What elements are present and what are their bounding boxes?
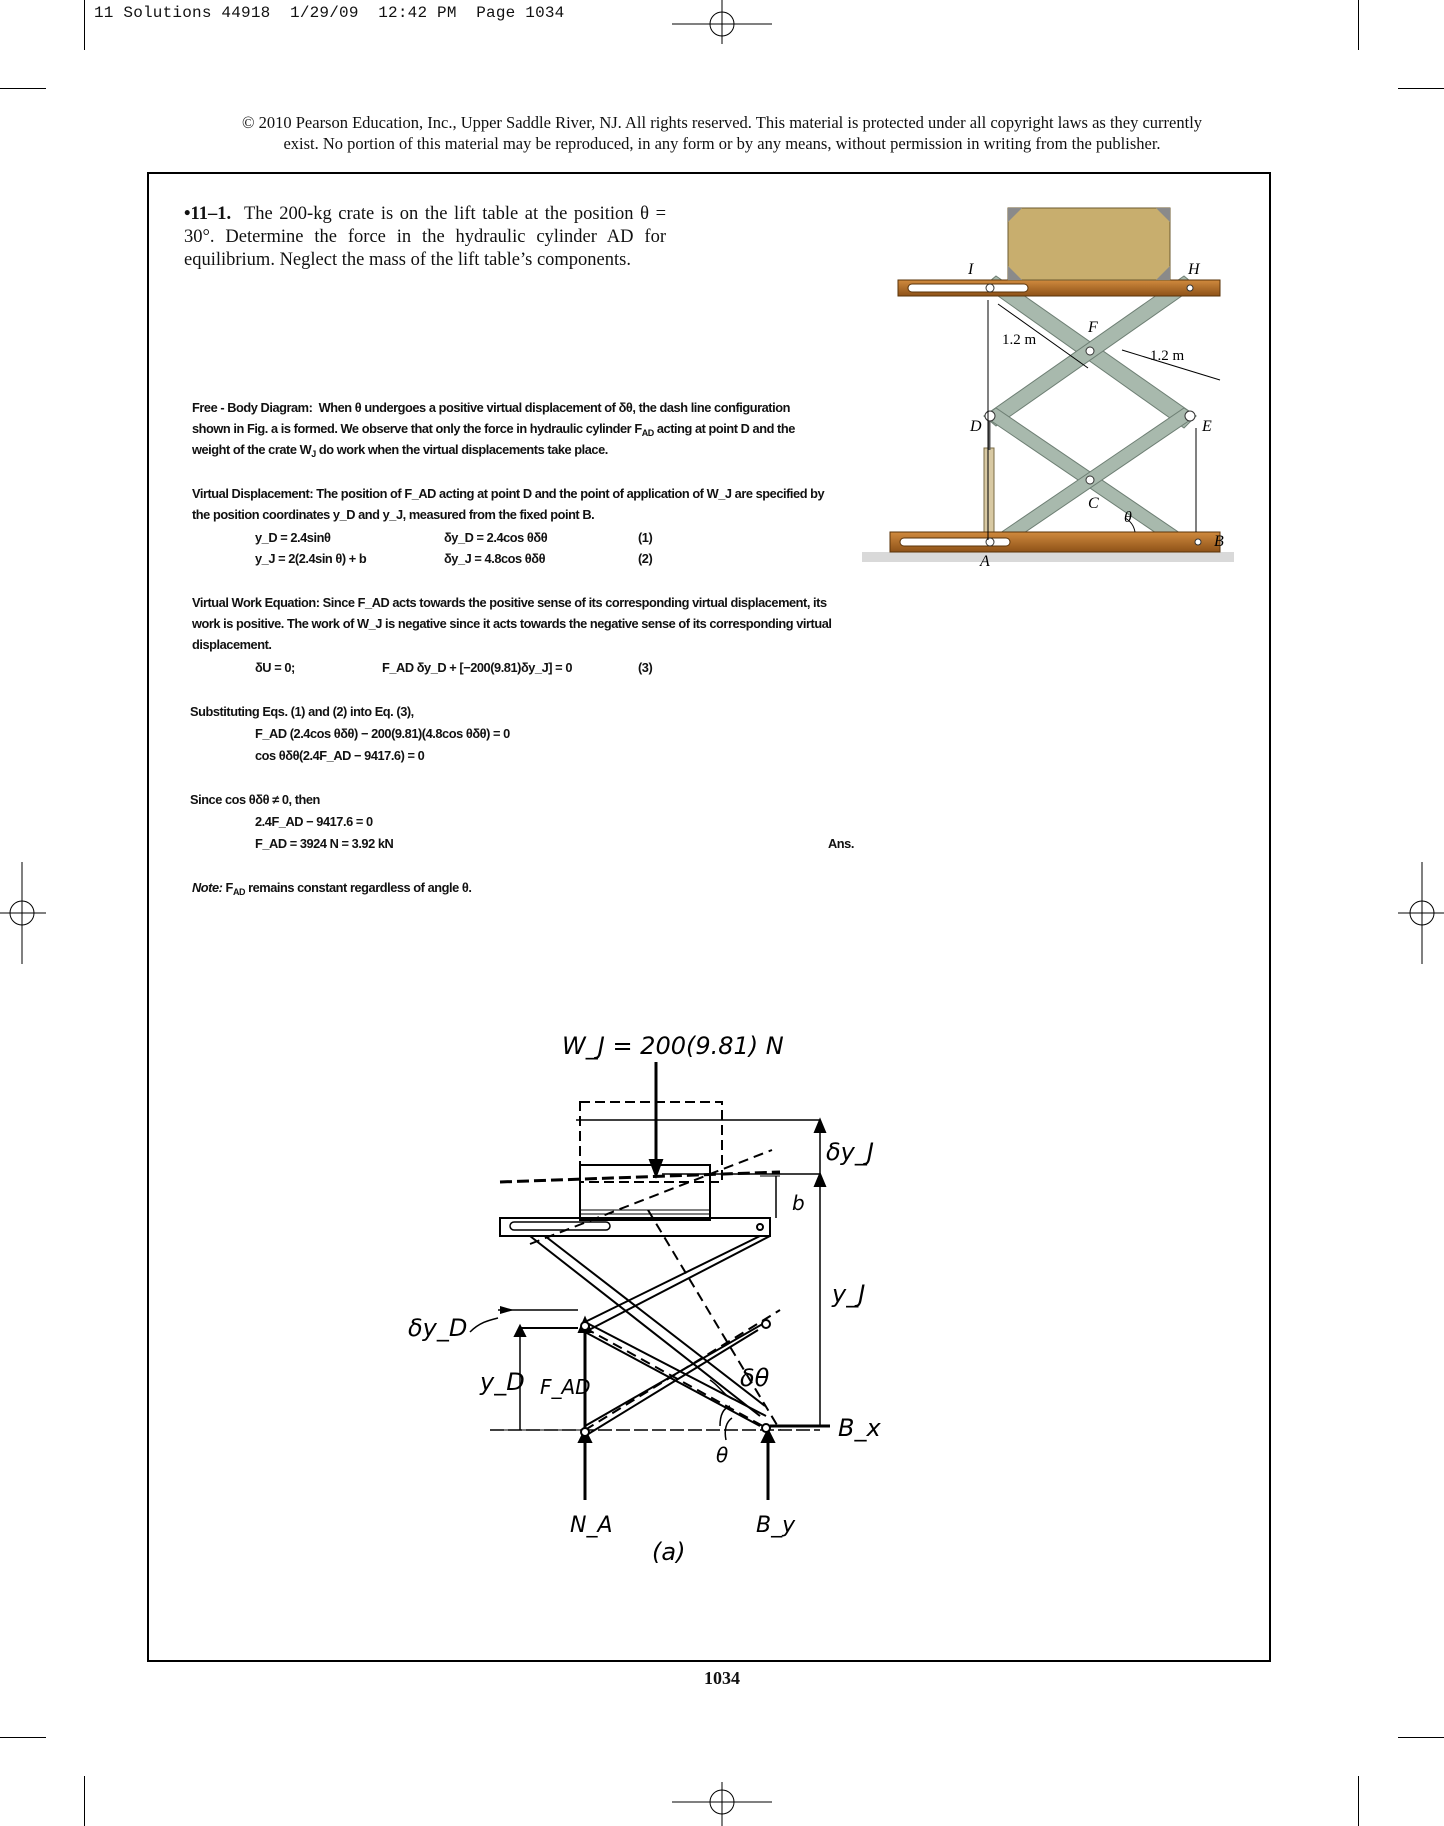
vw-line3: displacement. bbox=[192, 637, 272, 652]
yJ-label: y_J bbox=[832, 1280, 866, 1308]
top-slot bbox=[908, 284, 1028, 292]
fbd-line3 bbox=[192, 439, 608, 466]
fbd-text: When θ undergoes a positive virtual displacement of δθ, the dash line configuration bbox=[318, 400, 790, 415]
pin-I bbox=[986, 284, 994, 292]
vw-eq-left: δU = 0; bbox=[255, 660, 295, 675]
pin-E bbox=[1185, 411, 1195, 421]
crate bbox=[1008, 208, 1170, 280]
pin-B bbox=[1195, 539, 1201, 545]
label-A: A bbox=[980, 553, 990, 570]
weight-label: W_J = 200(9.81) N bbox=[562, 1032, 784, 1060]
fbd-text: shown in Fig. a is formed. We observe that only the force in hydraulic cylinder F bbox=[192, 421, 642, 436]
vd-eq1-left: y_D = 2.4sinθ bbox=[255, 530, 331, 545]
note-label: Note: bbox=[192, 880, 223, 895]
problem-number: •11–1. bbox=[184, 204, 232, 224]
label-D: D bbox=[970, 418, 982, 435]
problem-statement bbox=[184, 203, 666, 272]
since-eq2: F_AD = 3924 N = 3.92 kN bbox=[255, 836, 394, 851]
pin-D bbox=[985, 411, 995, 421]
fbd-sub: J bbox=[311, 449, 316, 459]
dim-right: 1.2 m bbox=[1150, 348, 1185, 364]
theta-label: θ bbox=[716, 1443, 729, 1467]
copyright-notice bbox=[140, 112, 1304, 154]
vd-eq1-tag: (1) bbox=[638, 530, 653, 545]
vw-eq-right: F_AD δy_D + [−200(9.81)δy_J] = 0 bbox=[382, 660, 572, 675]
print-slug: 11 Solutions 44918 1/29/09 12:42 PM Page 1034 bbox=[94, 4, 565, 22]
By-label: B_y bbox=[756, 1513, 796, 1538]
vw-eq-tag: (3) bbox=[638, 660, 653, 675]
figure-caption: (a) bbox=[652, 1538, 686, 1566]
fbd-text: do work when the virtual displacements take place. bbox=[315, 442, 608, 457]
FAD-label: F_AD bbox=[540, 1375, 591, 1399]
page-number: 1034 bbox=[704, 1668, 740, 1688]
figure-a-fbd bbox=[380, 1010, 940, 1580]
note-text: F bbox=[222, 880, 233, 895]
fbd-line1 bbox=[192, 397, 790, 419]
note-text: remains constant regardless of angle θ. bbox=[244, 880, 472, 895]
subst-eq1: F_AD (2.4cos θδθ) − 200(9.81)(4.8cos θδθ) = 0 bbox=[255, 726, 510, 741]
copyright-line: exist. No portion of this material may be reproduced, in any form or by any means, without permission in writing from the publisher. bbox=[283, 134, 1161, 153]
since-line: Since cos θδθ ≠ 0, then bbox=[190, 792, 320, 807]
vd-heading: Virtual Displacement: bbox=[192, 486, 314, 501]
b-label: b bbox=[792, 1191, 805, 1215]
vd-eq2-tag: (2) bbox=[638, 551, 653, 566]
fbd-text: weight of the crate W bbox=[192, 442, 312, 457]
vd-text: The position of F_AD acting at point D and the point of application of W_J are specified by bbox=[316, 486, 825, 501]
copyright-line: © 2010 Pearson Education, Inc., Upper Saddle River, NJ. All rights reserved. This material is protected under all copyright laws as they currently bbox=[241, 113, 1203, 132]
vw-line2: work is positive. The work of W_J is negative since it acts towards the negative sense of its corresponding virtual bbox=[192, 616, 832, 631]
pin-F bbox=[1086, 347, 1094, 355]
dim-left: 1.2 m bbox=[1002, 332, 1037, 348]
vd-eq2-left: y_J = 2(2.4sin θ) + b bbox=[255, 551, 367, 566]
fbd-sub: AD bbox=[641, 428, 654, 438]
note-sub: AD bbox=[232, 887, 245, 897]
crate-displaced bbox=[580, 1102, 722, 1182]
label-E: E bbox=[1202, 418, 1212, 435]
fbd-text: acting at point D and the bbox=[653, 421, 795, 436]
vd-eq1-right: δy_D = 2.4cos θδθ bbox=[444, 530, 548, 545]
hydraulic-cylinder bbox=[984, 448, 994, 544]
note-line bbox=[192, 877, 471, 904]
pin-C bbox=[1086, 476, 1094, 484]
label-theta: θ bbox=[1124, 509, 1132, 526]
problem-text: The 200-kg crate is on the lift table at the position θ = 30°. Determine the force in the hydraulic cylinder AD for equilibrium. Neglect the mass of the lift table’s components. bbox=[184, 204, 666, 270]
dyJ-label: δy_J bbox=[826, 1138, 874, 1166]
answer-label: Ans. bbox=[828, 836, 854, 851]
since-eq1: 2.4F_AD − 9417.6 = 0 bbox=[255, 814, 373, 829]
label-I: I bbox=[968, 261, 974, 278]
label-C: C bbox=[1088, 495, 1099, 512]
dyD-label: δy_D bbox=[408, 1314, 468, 1342]
pin-A bbox=[986, 538, 994, 546]
vd-line1 bbox=[192, 483, 824, 505]
subst-eq2: cos θδθ(2.4F_AD − 9417.6) = 0 bbox=[255, 748, 425, 763]
label-B: B bbox=[1214, 533, 1224, 550]
pin-H bbox=[1187, 285, 1193, 291]
vd-line2: the position coordinates y_D and y_J, measured from the fixed point B. bbox=[192, 507, 595, 522]
lift-table-figure bbox=[860, 200, 1240, 570]
ground bbox=[862, 552, 1234, 562]
label-F: F bbox=[1088, 319, 1098, 336]
label-H: H bbox=[1188, 261, 1200, 278]
vw-text: Since F_AD acts towards the positive sense of its corresponding virtual displacement, its bbox=[322, 595, 827, 610]
yD-label: y_D bbox=[480, 1368, 525, 1396]
dtheta-label: δθ bbox=[740, 1364, 770, 1392]
NA-label: N_A bbox=[570, 1513, 613, 1538]
fbd-heading: Free - Body Diagram: bbox=[192, 400, 313, 415]
Bx-label: B_x bbox=[838, 1414, 881, 1442]
vw-heading: Virtual Work Equation: bbox=[192, 595, 320, 610]
subst-line: Substituting Eqs. (1) and (2) into Eq. (3), bbox=[190, 704, 414, 719]
vd-eq2-right: δy_J = 4.8cos θδθ bbox=[444, 551, 546, 566]
vw-line1 bbox=[192, 592, 827, 614]
